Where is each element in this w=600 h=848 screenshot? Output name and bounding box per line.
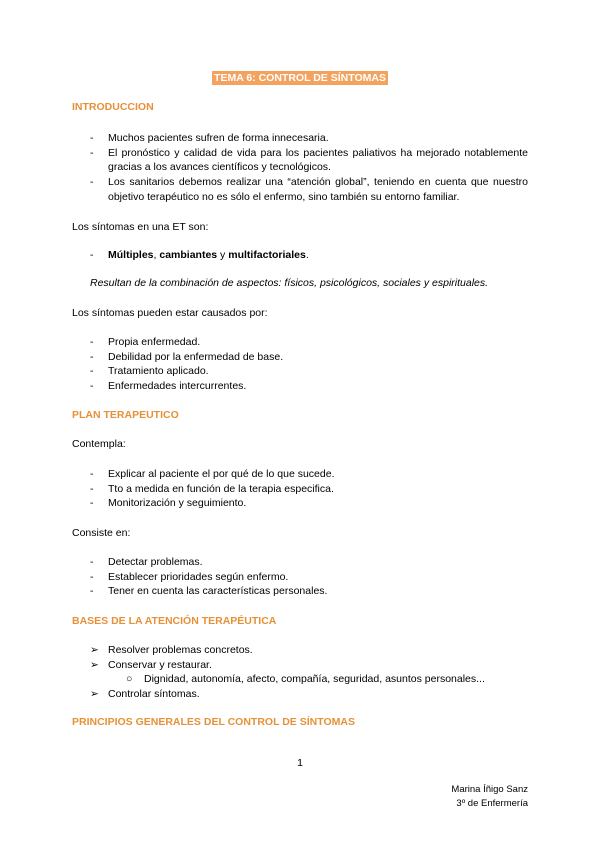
list-item [90, 335, 528, 350]
circle-marker: ○ [126, 673, 133, 685]
sintoma-cambiantes: cambiantes [159, 249, 218, 261]
dash-marker: - [90, 556, 94, 568]
list-item [90, 584, 528, 599]
dash-marker: - [90, 468, 94, 480]
dash-marker: - [90, 336, 94, 348]
list-item-text: Enfermedades intercurrentes. [108, 380, 247, 393]
dash-marker: - [90, 350, 94, 363]
sintomas-list [90, 248, 528, 263]
list-item [90, 687, 528, 702]
list-item [90, 570, 528, 585]
list-item-text: Debilidad por la enfermedad de base. [108, 350, 284, 363]
dash-marker: - [90, 176, 94, 189]
dash-marker: - [90, 146, 94, 159]
bases-list-top [90, 643, 528, 672]
list-item [90, 131, 528, 146]
list-item-text: Tto a medida en función de la terapia especifica. [108, 482, 334, 495]
list-item [90, 175, 528, 204]
list-item-text: Los sanitarios debemos realizar una “atención global”, teniendo en cuenta que nuestro objetivo terapéutico no es sólo el enfermo, sino también su entorno familiar. [108, 176, 528, 203]
list-item [90, 350, 528, 365]
bases-list-bottom [90, 687, 528, 702]
list-item-text: Detectar problemas. [108, 556, 203, 568]
footer-course: 3º de Enfermería [456, 798, 528, 809]
dash-marker: - [90, 585, 94, 598]
causas-list [90, 335, 528, 394]
list-item-text: Controlar síntomas. [108, 688, 200, 700]
list-item-text: Explicar al paciente el por qué de lo que sucede. [108, 468, 335, 480]
dash-marker: - [90, 497, 94, 510]
list-item-text: Tratamiento aplicado. [108, 365, 209, 378]
contempla-list [90, 467, 528, 511]
list-item-text: Monitorización y seguimiento. [108, 497, 247, 510]
dash-marker: - [90, 380, 94, 393]
sintoma-multiples: Múltiples [108, 249, 154, 261]
list-item-text: Resolver problemas concretos. [108, 644, 253, 656]
list-item-text: El pronóstico y calidad de vida para los pacientes paliativos ha mejorado notablemente gracias a los avances científicos y tecnológicos. [108, 146, 528, 174]
arrow-marker: ➢ [90, 658, 99, 671]
list-item-text: Propia enfermedad. [108, 336, 201, 348]
dash-marker: - [90, 570, 94, 583]
list-item [90, 482, 528, 497]
arrow-marker: ➢ [90, 688, 99, 700]
list-item [90, 555, 528, 570]
period: . [305, 249, 309, 261]
dash-marker: - [90, 132, 94, 144]
list-item [90, 248, 528, 263]
dash-marker: - [90, 249, 94, 261]
combinacion-text: Resultan de la combinación de aspectos: físicos, psicológicos, sociales y espirituales. [90, 277, 489, 289]
causas-intro: Los síntomas pueden estar causados por: [72, 307, 268, 319]
list-item [90, 379, 528, 394]
list-item-text: Conservar y restaurar. [108, 658, 212, 671]
dash-marker: - [90, 365, 94, 378]
document-title: TEMA 6: CONTROL DE SÍNTOMAS [214, 72, 386, 84]
heading-principios-generales: PRINCIPIOS GENERALES DEL CONTROL DE SÍNTOMAS [72, 716, 355, 728]
list-item [90, 467, 528, 482]
contempla-intro: Contempla: [72, 438, 126, 450]
consiste-intro: Consiste en: [72, 527, 131, 539]
list-item [90, 364, 528, 379]
title-wrap [0, 72, 600, 84]
sintomas-intro: Los síntomas en una ET son: [72, 221, 209, 233]
list-item-text: Establecer prioridades según enfermo. [108, 570, 289, 583]
heading-plan-terapeutico: PLAN TERAPEUTICO [72, 409, 179, 421]
sub-item-text: Dignidad, autonomía, afecto, compañía, seguridad, asuntos personales... [144, 673, 485, 685]
list-item [90, 658, 528, 673]
heading-introduccion: INTRODUCCION [72, 101, 154, 113]
list-item [90, 146, 528, 175]
heading-bases-atencion: BASES DE LA ATENCIÓN TERAPÉUTICA [72, 615, 277, 627]
dash-marker: - [90, 482, 94, 495]
list-item-text: Tener en cuenta las características personales. [108, 585, 328, 598]
list-item [90, 496, 528, 511]
sintoma-multifactoriales: multifactoriales [228, 249, 306, 261]
consiste-list [90, 555, 528, 599]
footer-author: Marina Íñigo Sanz [451, 784, 528, 795]
intro-bullet-list [90, 131, 528, 205]
separator: , [153, 249, 160, 261]
arrow-marker: ➢ [90, 644, 99, 656]
separator: y [217, 249, 229, 261]
list-item [90, 643, 528, 658]
list-item-text: Muchos pacientes sufren de forma innecesaria. [108, 132, 329, 144]
page-number: 1 [297, 757, 303, 769]
